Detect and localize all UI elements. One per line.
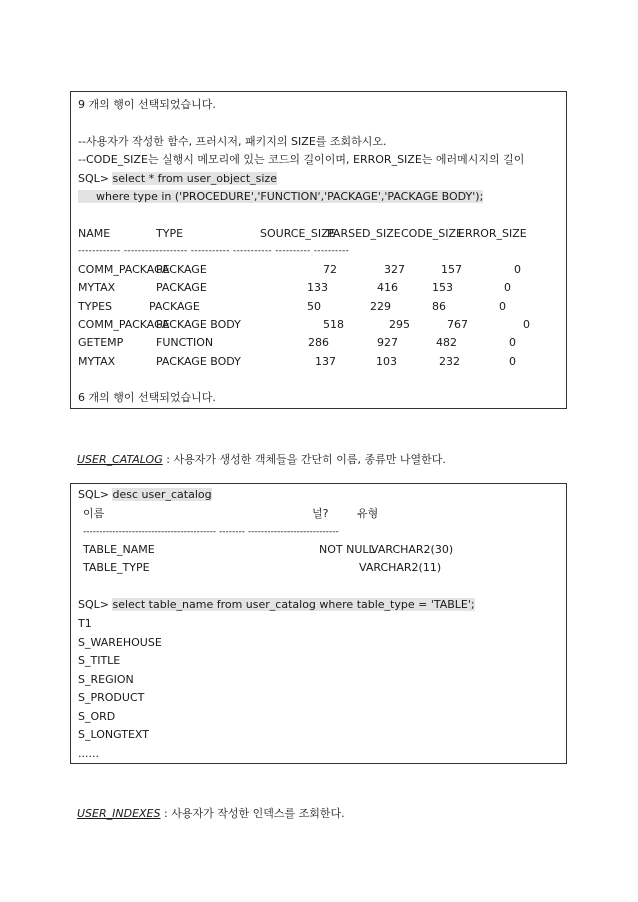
header-error-size: ERROR_SIZE: [458, 227, 527, 240]
table-cell: 518: [323, 317, 344, 331]
table-cell: PACKAGE: [149, 299, 200, 313]
table-cell: MYTAX: [78, 281, 116, 295]
table-cell: TYPES: [78, 299, 113, 313]
section-key: USER_CATALOG: [77, 453, 163, 466]
table-cell: 327: [384, 263, 405, 276]
field-name: TABLE_TYPE: [83, 561, 150, 574]
table-cell: 767: [447, 317, 468, 331]
sql-line-2: [78, 190, 483, 204]
table-cell: 133: [307, 281, 328, 295]
header-type: TYPE: [156, 227, 184, 240]
header-code-size: CODE_SIZE: [401, 227, 463, 240]
table-cell: 927: [377, 336, 398, 350]
table-cell: FUNCTION: [156, 336, 214, 350]
table-cell: 137: [315, 354, 336, 368]
table-cell: 482: [436, 336, 457, 350]
sql-prompt: SQL>: [78, 172, 113, 185]
table-cell: 50: [307, 299, 321, 313]
select-command: select table_name from user_catalog where table_type = 'TABLE';: [112, 598, 475, 611]
table-cell: 153: [432, 281, 453, 295]
field-null: NOT NULL: [319, 543, 375, 556]
desc-separator: ----------------------------------------- -------- ----------------------------: [83, 527, 339, 537]
query-output-box-2: [70, 483, 567, 764]
table-cell: 103: [376, 354, 397, 368]
table-cell: COMM_PACKAGE: [78, 317, 170, 331]
table-cell: 416: [377, 281, 398, 295]
table-cell: PACKAGE: [156, 281, 207, 295]
table-cell: 72: [323, 263, 337, 276]
result-row: S_REGION: [78, 672, 134, 686]
result-row: T1: [78, 617, 92, 630]
sql-prompt: SQL>: [78, 598, 113, 611]
result-row: ......: [78, 746, 99, 760]
select-line: [78, 598, 475, 612]
section-user-indexes: [77, 805, 345, 821]
table-cell: PACKAGE: [156, 263, 207, 276]
table-cell: GETEMP: [78, 336, 124, 350]
table-cell: 0: [509, 336, 516, 350]
field-type: VARCHAR2(11): [359, 561, 442, 574]
table-cell: PACKAGE BODY: [156, 354, 241, 368]
desc-command: desc user_catalog: [112, 488, 212, 501]
table-cell: MYTAX: [78, 354, 116, 368]
section-key: USER_INDEXES: [77, 807, 161, 820]
col-type: 유형: [357, 507, 379, 520]
rows-selected-6: 6 개의 행이 선택되었습니다.: [78, 391, 216, 404]
header-parsed-size: PARSED_SIZE: [327, 227, 401, 240]
sql-where: where type in ('PROCEDURE','FUNCTION','PACKAGE','PACKAGE BODY');: [78, 190, 483, 203]
table-cell: COMM_PACKAGE: [78, 263, 170, 276]
table-cell: 157: [441, 263, 462, 276]
table-cell: 0: [509, 354, 516, 368]
sql-prompt: SQL>: [78, 488, 113, 501]
table-cell: 295: [389, 317, 410, 331]
table-cell: 232: [439, 354, 460, 368]
table-cell: 86: [432, 299, 446, 313]
field-name: TABLE_NAME: [83, 543, 155, 556]
section-desc: : 사용자가 작성한 인덱스를 조회한다.: [160, 807, 345, 820]
header-source-size: SOURCE_SIZE: [260, 227, 336, 240]
result-row: S_ORD: [78, 709, 116, 723]
result-row: S_WAREHOUSE: [78, 635, 162, 649]
table-cell: 286: [308, 336, 329, 350]
result-row: S_LONGTEXT: [78, 728, 149, 741]
desc-line: [78, 488, 212, 502]
table-cell: 229: [370, 299, 391, 313]
rows-selected-9: 9 개의 행이 선택되었습니다.: [78, 98, 216, 111]
result-row: S_TITLE: [78, 654, 121, 667]
sql-line-1: [78, 172, 277, 186]
table-cell: PACKAGE BODY: [156, 317, 241, 331]
comment-line-2: --CODE_SIZE는 실행시 메모리에 있는 코드의 길이이며, ERROR_SIZE는 에러메시지의 길이: [78, 153, 525, 166]
result-row: S_PRODUCT: [78, 691, 145, 704]
col-null: 널?: [312, 507, 329, 520]
header-name: NAME: [78, 227, 111, 240]
field-type: VARCHAR2(30): [371, 543, 454, 556]
table-cell: 0: [499, 299, 506, 313]
col-name: 이름: [83, 507, 105, 520]
query-output-box-1: [70, 91, 567, 409]
section-user-catalog: [77, 451, 446, 467]
table-separator: ------------ ------------------ ----------- ----------- ---------- ----------: [78, 246, 350, 256]
section-desc: : 사용자가 생성한 객체들을 간단히 이름, 종류만 나열한다.: [162, 453, 446, 466]
table-cell: 0: [514, 263, 521, 276]
table-cell: 0: [504, 281, 511, 295]
comment-line-1: --사용자가 작성한 함수, 프러시저, 패키지의 SIZE를 조회하시오.: [78, 135, 387, 148]
sql-select: select * from user_object_size: [112, 172, 277, 185]
table-cell: 0: [523, 317, 530, 331]
